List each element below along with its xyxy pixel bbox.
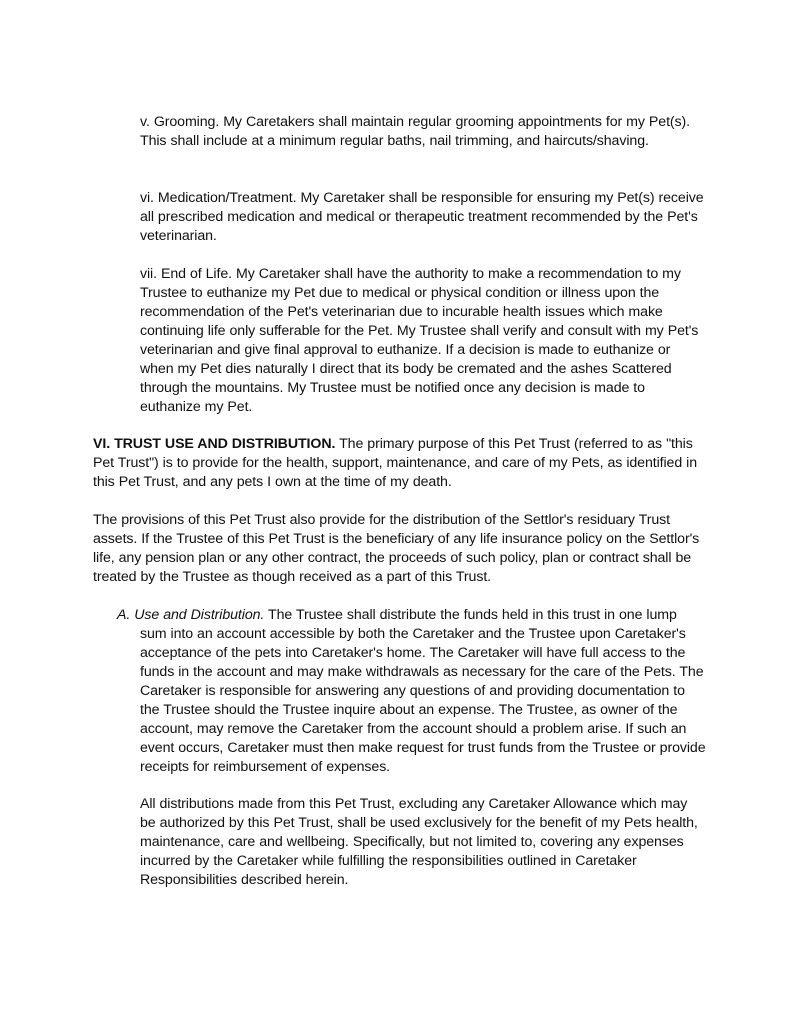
provisions-paragraph: The provisions of this Pet Trust also provide for the distribution of the Settlor's residuary Trust assets. If the Trustee of this Pet Trust is the beneficiary of any life insurance policy on the Settlor's life, any pension plan or any other contract, the proceeds of such policy, plan or contract shall be treated by the Trustee as though received as a part of this Trust.	[93, 512, 700, 585]
subsection-text: The Trustee shall distribute the funds held in this trust in one lump sum into an account accessible by both the Caretaker and the Trustee upon Caretaker's acceptance of the pets into Caretaker's home. The Caretaker will have full access to the funds in the account and may make withdrawals as necessary for the care of the Pets. The Caretaker is responsible for answering any questions of and providing documentation to the Trustee should the Trustee inquire about an expense. The Trustee, as owner of the account, may remove the Caretaker from the account should a problem arise. If such an event occurs, Caretaker must then make request for trust funds from the Trustee or provide receipts for reimbursement of expenses.	[140, 607, 706, 775]
end-of-life-paragraph: vii. End of Life. My Caretaker shall have the authority to make a recommendation to my Trustee to euthanize my Pet due to medical or physical condition or illness upon the recommendation of the Pet's veterinarian due to incurable health issues which make continuing life only sufferable for the Pet. My Trustee shall verify and consult with my Pet's veterinarian and give final approval to euthanize. If a decision is made to euthanize or when my Pet dies naturally I direct that its body be cremated and the ashes Scattered through the mountains. My Trustee must be notified once any decision is made to euthanize my Pet.	[140, 266, 699, 415]
subsection-heading: A. Use and Distribution.	[117, 607, 265, 623]
section-heading: VI. TRUST USE AND DISTRIBUTION.	[93, 436, 336, 452]
section-text: The primary purpose of this Pet Trust (referred to as "this Pet Trust") is to provide for the health, support, maintenance, and care of my Pets, as identified in this Pet Trust, and any pets I own at the time of my death.	[93, 436, 697, 490]
use-and-distribution-paragraph	[117, 606, 706, 777]
trust-use-section	[93, 435, 705, 492]
distributions-paragraph: All distributions made from this Pet Trust, excluding any Caretaker Allowance which may be authorized by this Pet Trust, shall be used exclusively for the benefit of my Pets health, maintenance, care and wellbeing. Specifically, but not limited to, covering any expenses incurred by the Caretaker while fulfilling the responsibilities outlined in Caretaker Responsibilities described herein.	[140, 796, 698, 888]
grooming-paragraph: v. Grooming. My Caretakers shall maintain regular grooming appointments for my Pet(s). This shall include at a minimum regular baths, nail trimming, and haircuts/shaving.	[140, 114, 691, 149]
medication-paragraph: vi. Medication/Treatment. My Caretaker shall be responsible for ensuring my Pet(s) receive all prescribed medication and medical or therapeutic treatment recommended by the Pet's veterinarian.	[140, 190, 704, 244]
